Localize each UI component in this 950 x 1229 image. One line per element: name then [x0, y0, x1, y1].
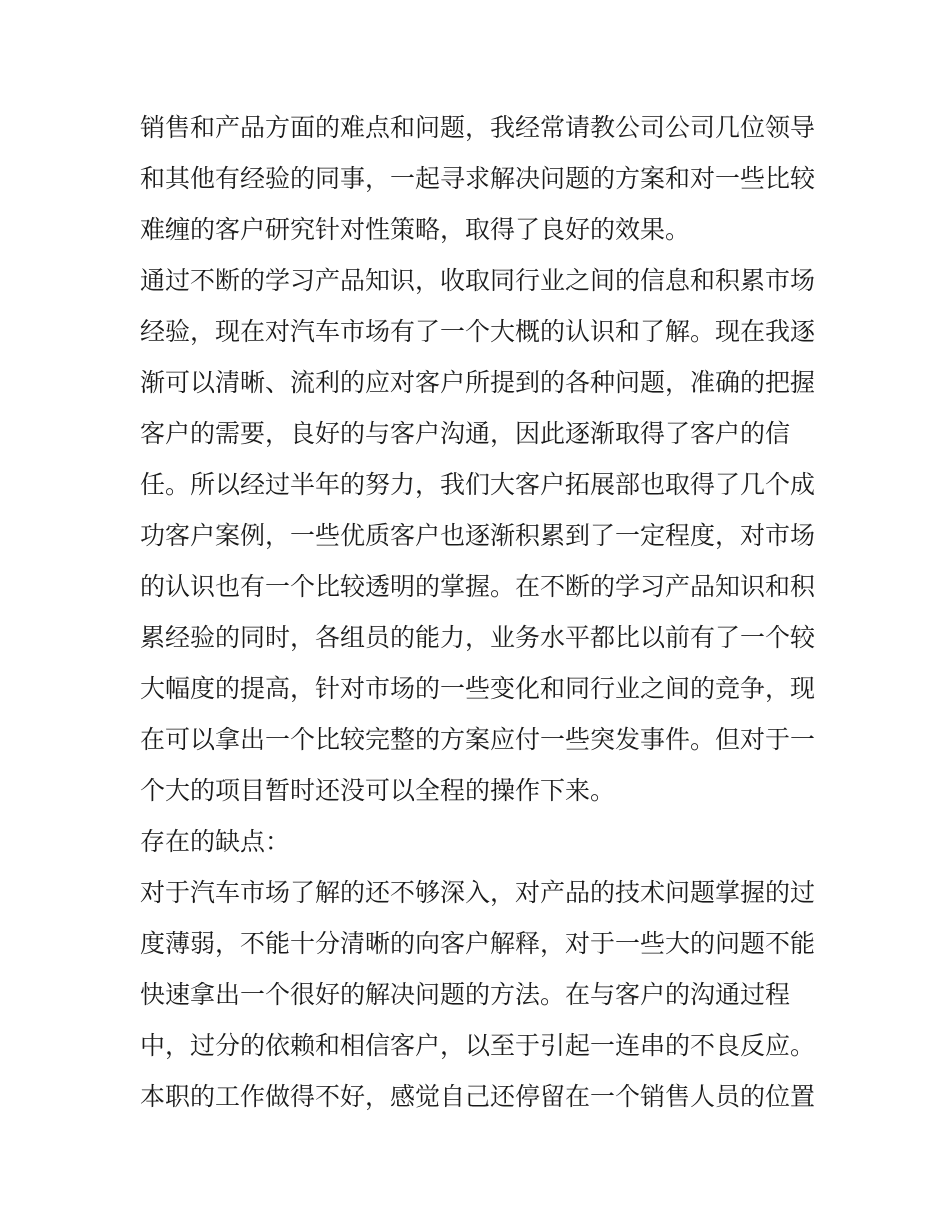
text-line: 通过不断的学习产品知识，收取同行业之间的信息和积累市场 [140, 266, 816, 295]
text-line: 经验，现在对汽车市场有了一个大概的认识和了解。现在我逐 [140, 317, 816, 346]
text-line: 对于汽车市场了解的还不够深入，对产品的技术问题掌握的过 [140, 878, 816, 907]
text-line: 个大的项目暂时还没可以全程的操作下来。 [140, 776, 616, 805]
text-line: 中，过分的依赖和相信客户，以至于引起一连串的不良反应。 [140, 1031, 816, 1060]
text-line: 的认识也有一个比较透明的掌握。在不断的学习产品知识和积 [140, 572, 816, 601]
text-line: 本职的工作做得不好，感觉自己还停留在一个销售人员的位置 [140, 1082, 816, 1111]
text-line: 渐可以清晰、流利的应对客户所提到的各种问题，准确的把握 [140, 368, 816, 397]
text-line: 大幅度的提高，针对市场的一些变化和同行业之间的竞争，现 [140, 674, 816, 703]
text-line: 任。所以经过半年的努力，我们大客户拓展部也取得了几个成 [140, 470, 816, 499]
text-line: 快速拿出一个很好的解决问题的方法。在与客户的沟通过程 [140, 980, 791, 1009]
text-line: 功客户案例，一些优质客户也逐渐积累到了一定程度，对市场 [140, 521, 816, 550]
text-line: 和其他有经验的同事，一起寻求解决问题的方案和对一些比较 [140, 164, 816, 193]
text-line: 度薄弱，不能十分清晰的向客户解释，对于一些大的问题不能 [140, 929, 816, 958]
section-heading: 存在的缺点： [140, 827, 291, 856]
text-line: 难缠的客户研究针对性策略，取得了良好的效果。 [140, 215, 691, 244]
text-line: 销售和产品方面的难点和问题，我经常请教公司公司几位领导 [140, 113, 816, 142]
text-line: 客户的需要，良好的与客户沟通，因此逐渐取得了客户的信 [140, 419, 791, 448]
text-line: 累经验的同时，各组员的能力，业务水平都比以前有了一个较 [140, 623, 816, 652]
document-body [140, 102, 830, 1122]
text-line: 在可以拿出一个比较完整的方案应付一些突发事件。但对于一 [140, 725, 816, 754]
